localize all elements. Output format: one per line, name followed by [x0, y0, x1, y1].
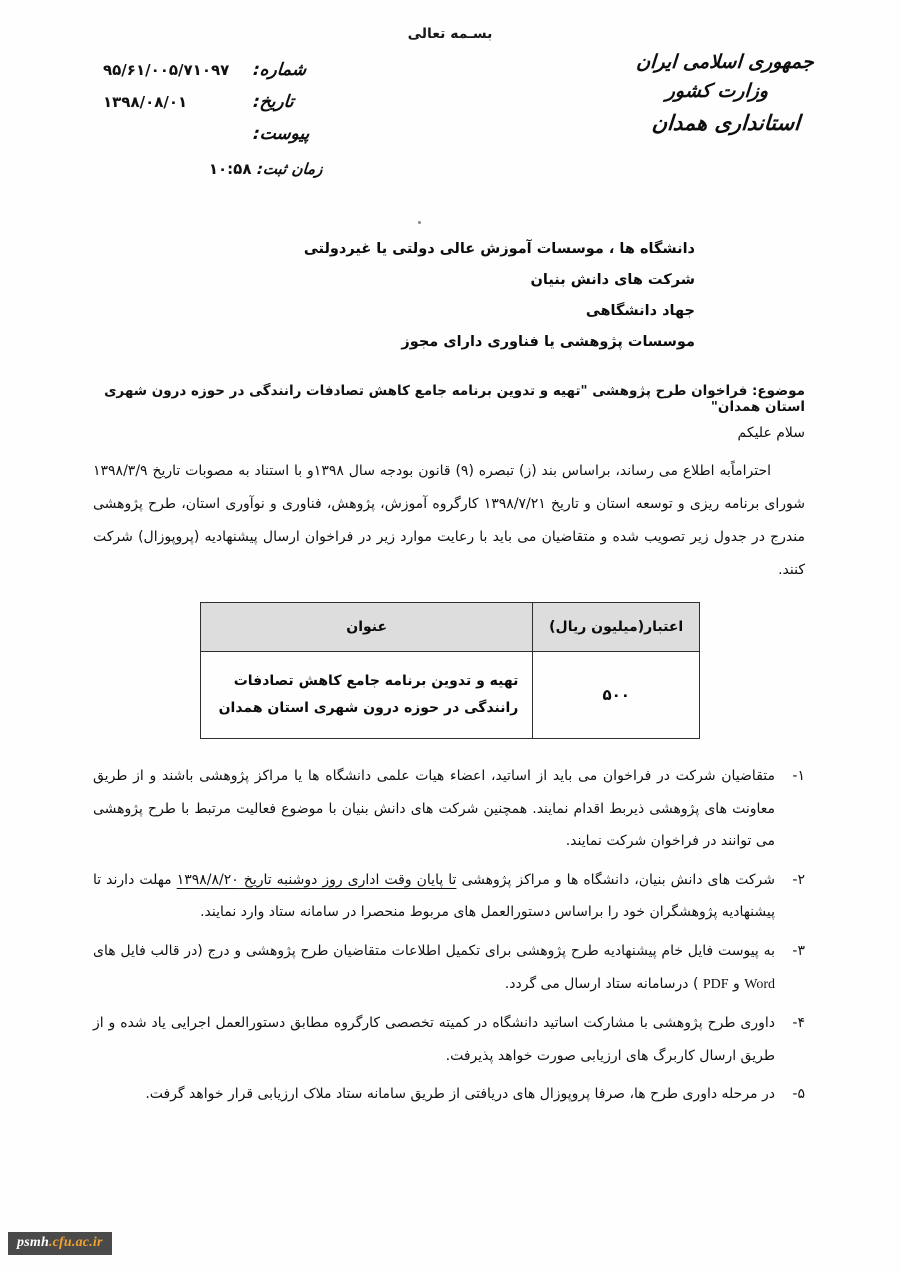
grant-table-head [201, 603, 700, 652]
recipient-item: موسسات پژوهشی یا فناوری دارای مجوز [401, 333, 695, 350]
cell-amount: ۵۰۰ [533, 652, 700, 739]
watermark-secondary: .cfu.ac.ir [48, 1235, 103, 1250]
masthead-line-country: جمهوری اسلامی ایران [635, 51, 815, 73]
clause-text: در مرحله داوری طرح ها، صرفا پروپوزال های دریافتی از طریق سامانه ستاد ملاک ارزیابی قرار خواهد گرفت. [145, 1086, 775, 1103]
registration-time-label: زمان ثبت: [256, 160, 324, 178]
masthead-line-province: استانداری همدان [651, 110, 801, 135]
clause-text: داوری طرح پژوهشی با مشارکت اساتید دانشگاه در کمیته تخصصی کارگروه مطابق دستورالعمل اجرایی یاد شده و از طریق ارسال کاربرگ های ارزیابی صورت خواهد پذیرفت. [93, 1015, 775, 1064]
recipient-item: دانشگاه ها ، موسسات آموزش عالی دولتی یا غیردولتی [303, 241, 695, 257]
file-format-word: Word [744, 976, 775, 992]
list-item [93, 760, 805, 858]
meta-row-date [85, 92, 345, 124]
clause-text-part-c: ) درسامانه ستاد ارسال می گردد. [504, 975, 703, 992]
watermark-primary: psmh [17, 1235, 49, 1250]
recipient-item: جهاد دانشگاهی [585, 302, 695, 319]
letter-meta-block [85, 60, 345, 188]
basmala-heading: بسـمه تعالی [407, 26, 493, 42]
meta-row-registration-time [85, 160, 345, 188]
scan-artifact-dot [418, 221, 421, 224]
attachment-label: پیوست: [252, 124, 311, 144]
source-watermark [8, 1232, 112, 1255]
number-label: شماره: [252, 60, 308, 80]
list-item [93, 935, 805, 1001]
body-paragraph: احتراماًبه اطلاع می رساند، براساس بند (ز) تبصره (۹) قانون بودجه سال ۱۳۹۸و با استناد به مصوبات تاریخ ۱۳۹۸/۳/۹ شورای برنامه ریزی و توسعه استان و تاریخ ۱۳۹۸/۷/۲۱ کارگروه آموزش، پژوهش، فناوری و نوآوری استان، طرح پژوهشی مندرج در جدول زیر تصویب شده و متقاضیان می باید با رعایت موارد زیر در فراخوان ارسال پیشنهادیه (پروپوزال) شرکت کنند. [93, 463, 805, 579]
number-value: ۹۵/۶۱/۰۰۵/۷۱۰۹۷ [103, 61, 230, 79]
clause-text: متقاضیان شرکت در فراخوان می باید از اساتید، اعضاء هیات علمی دانشگاه ها یا مراکز پژوهشی باشند و از طریق معاونت های پژوهشی ذیربط اقدام نمایند. همچنین شرکت های دانش بنیان با موضوع فعالیت مرتبط با طرح پژوهشی می توانند در فراخوان شرکت نمایند. [93, 768, 775, 850]
masthead-line-ministry: وزارت کشور [665, 80, 769, 103]
registration-time-value: ۱۰:۵۸ [208, 160, 252, 178]
table-row [201, 652, 700, 739]
meta-row-number [85, 60, 345, 92]
organization-masthead [588, 48, 868, 139]
clause-number: ۲- [792, 871, 805, 888]
column-header-title: عنوان [201, 603, 533, 652]
clause-text-before: شرکت های دانش بنیان، دانشگاه ها و مراکز پژوهشی [456, 871, 776, 888]
clause-text-part-b: و [728, 975, 745, 992]
salutation: سلام علیکم [737, 425, 805, 441]
clause-text-after: مهلت دارند تا پیشنهادیه پژوهشگران خود را براساس دستورالعمل های مربوط منحصرا در سامانه ستاد وارد نمایند. [93, 871, 775, 921]
clause-text [93, 864, 775, 929]
list-item [93, 864, 805, 929]
clause-text [93, 935, 775, 1001]
list-item [93, 1007, 805, 1072]
clause-number: ۴- [792, 1015, 805, 1032]
grant-table [200, 602, 700, 739]
grant-table-wrapper [200, 602, 700, 739]
table-header-row [201, 603, 700, 652]
recipient-item: شرکت های دانش بنیان [530, 271, 695, 288]
clause-deadline-underlined: تا پایان وقت اداری روز دوشنبه تاریخ ۱۳۹۸/۸/۲۰ [176, 871, 457, 888]
clause-number: ۳- [792, 943, 805, 960]
clause-text-part-a: به پیوست فایل خام پیشنهادیه طرح پژوهشی برای تکمیل اطلاعات متقاضیان طرح پژوهشی و درج (در قالب فایل های [93, 943, 775, 960]
recipient-list [225, 234, 695, 358]
meta-row-attachment [85, 124, 345, 156]
clause-number: ۵- [792, 1086, 805, 1103]
date-value: ۱۳۹۸/۰۸/۰۱ [103, 93, 188, 111]
file-format-pdf: PDF [702, 976, 729, 992]
date-label: تاریخ: [252, 92, 295, 112]
clause-number: ۱- [792, 768, 805, 784]
grant-table-body [201, 652, 700, 739]
subject-line: موضوع: فراخوان طرح پژوهشی "تهیه و تدوین برنامه جامع کاهش تصادفات رانندگی در حوزه درون شهری استان همدان" [104, 383, 805, 415]
list-item [93, 1078, 805, 1111]
column-header-amount: اعتبار(میلیون ریال) [533, 603, 700, 652]
clause-list [93, 760, 805, 1117]
cell-title: تهیه و تدوین برنامه جامع کاهش تصادفات رانندگی در حوزه درون شهری استان همدان [201, 652, 533, 739]
